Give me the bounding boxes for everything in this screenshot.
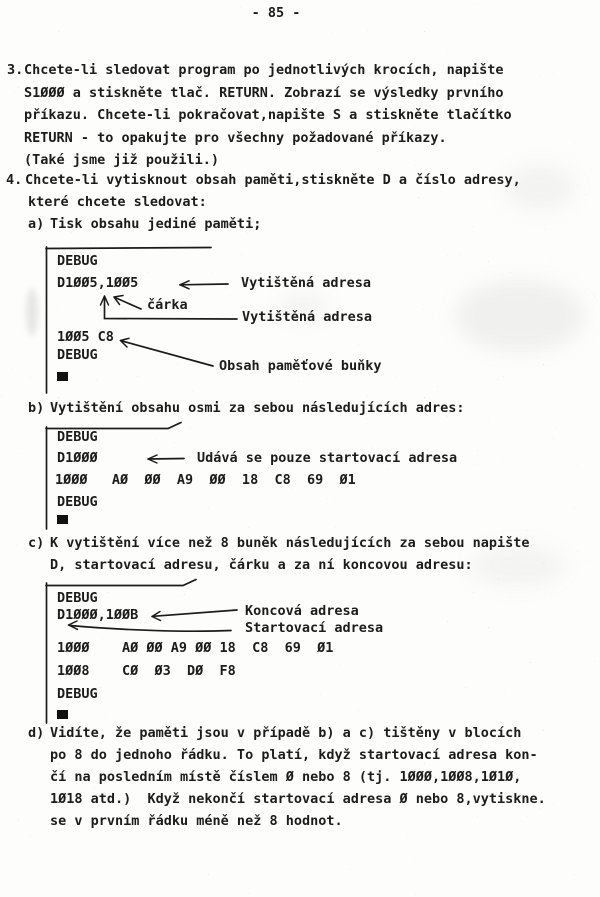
section-d-line: 1Ø18 atd.) Když nekončí startovací adresa Ø nebo 8,vytiskne. [50, 791, 546, 807]
item3-line: příkazu. Chcete-li pokračovat,napište S a stiskněte tlačítko [24, 107, 512, 123]
arrow-cell-content [121, 338, 214, 366]
section-b-title: Vytištění obsahu osmi za sebou následujících adres: [50, 400, 465, 416]
scan-smudge [470, 545, 565, 587]
arrow-end-address [152, 610, 237, 621]
item3-line: S1ØØØ a stiskněte tlač. RETURN. Zobrazí se výsledky prvního [24, 85, 504, 101]
section-a-marker: a) [28, 216, 45, 232]
section-b-marker: b) [28, 400, 45, 416]
terminal-a-output: 1ØØ5 C8 [57, 329, 114, 345]
label-comma: čárka [147, 297, 188, 313]
section-d-marker: d) [28, 725, 45, 741]
terminal-c-output: 1ØØØ AØ ØØ A9 ØØ 18 C8 69 Ø1 [57, 640, 334, 656]
section-c-line: D, startovací adresu, čárku a za ní koncovou adresu: [50, 557, 473, 573]
section-c-line: K vytištění více než 8 buněk následujících za sebou napište [50, 535, 530, 551]
section-d-line: po 8 do jednoho řádku. To platí, když startovací adresa kon- [50, 747, 538, 763]
terminal-b-prompt: DEBUG [57, 494, 98, 510]
terminal-a-command: D1ØØ5,1ØØ5 [57, 275, 139, 291]
page-number: - 85 - [251, 5, 301, 21]
terminal-b-prompt: DEBUG [57, 429, 98, 445]
scan-smudge [26, 288, 38, 336]
terminal-a-prompt: DEBUG [57, 253, 98, 269]
item4-line: které chcete sledovat: [28, 194, 207, 210]
terminal-c-output: 1ØØ8 CØ Ø3 DØ F8 [57, 663, 236, 679]
item4-marker: 4. [6, 172, 23, 188]
terminal-c-prompt: DEBUG [57, 686, 98, 702]
label-end-address: Koncová adresa [245, 603, 359, 619]
section-c-marker: c) [28, 535, 45, 551]
label-start-address: Startovací adresa [245, 620, 384, 636]
item3-line: RETURN - to opakujte pro všechny požadované příkazy. [24, 130, 447, 146]
section-a-title: Tisk obsahu jediné paměti; [50, 216, 262, 232]
cursor-block [57, 372, 68, 381]
label-start-only: Udává se pouze startovací adresa [197, 450, 458, 466]
arrow-comma [114, 296, 141, 310]
label-cell-content: Obsah paměťové buňky [219, 358, 382, 374]
cursor-block [57, 710, 68, 719]
item3-marker: 3. [7, 62, 24, 78]
section-d-line: se v prvním řádku méně než 8 hodnot. [50, 813, 343, 829]
item3-line: (Také jsme již použili.) [24, 152, 220, 168]
terminal-b-output: 1ØØØ AØ ØØ A9 ØØ 18 C8 69 Ø1 [55, 472, 356, 488]
arrow-start-only [148, 455, 184, 463]
label-printed-address-top: Vytištěná adresa [241, 275, 372, 291]
section-d-line: čí na posledním místě číslem Ø nebo 8 (tj. 1ØØØ,1ØØ8,1Ø1Ø, [50, 769, 522, 785]
section-d-line: Vidíte, že paměti jsou v případě b) a c) tištěny v blocích [50, 725, 522, 741]
item3-line: Chcete-li sledovat program po jednotlivých krocích, napište [24, 62, 504, 78]
terminal-c-prompt: DEBUG [57, 590, 98, 606]
cursor-block [57, 515, 68, 524]
terminal-b-command: D1ØØØ [57, 450, 98, 466]
terminal-c-command: D1ØØØ,1ØØB [57, 607, 139, 623]
scan-smudge [455, 280, 585, 352]
label-printed-address-bottom: Vytištěná adresa [242, 309, 373, 325]
item4-line: Chcete-li vytisknout obsah paměti,stiskněte D a číslo adresy, [25, 172, 521, 188]
terminal-a-prompt: DEBUG [57, 347, 98, 363]
arrow-printed-address-top [180, 281, 228, 289]
